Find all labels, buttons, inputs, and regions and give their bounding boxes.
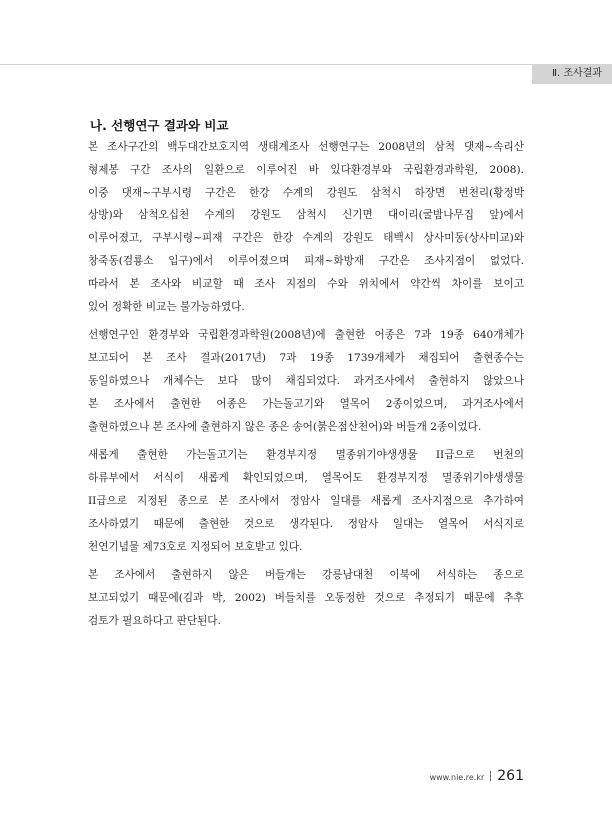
page-footer	[430, 768, 524, 784]
text-line: 새롭게 출현한 가는돌고기는 환경부지정 멸종위기야생생물 II급으로 번천의	[88, 449, 524, 462]
text-line: 조사하였기 때문에 출현한 것으로 생각된다. 정암사 일대는 열목어 서식지로	[88, 517, 524, 530]
paragraph-1	[88, 136, 524, 318]
text-line: II급으로 지정된 종으로 본 조사에서 정암사 일대를 새롭게 조사지점으로 추가하여	[88, 494, 524, 507]
paragraph-4	[88, 564, 524, 632]
body-text	[88, 136, 524, 639]
text-line: 검토가 필요하다고 판단된다.	[88, 614, 221, 627]
paragraph-3	[88, 444, 524, 558]
section-heading: 나. 선행연구 결과와 비교	[90, 118, 229, 133]
text-line: 본 조사에서 출현하지 않은 버들개는 강릉남대천 이북에 서식하는 종으로	[88, 569, 524, 582]
text-line: 본 조사구간의 백두대간보호지역 생태계조사 선행연구는 2008년의 삼척 댓재~속리산	[88, 141, 524, 153]
text-line: 본 조사에서 출현한 어종은 가는돌고기와 열목어 2종이었으며, 과거조사에서	[88, 397, 524, 410]
text-line: 보고되었기 때문에(김과 박, 2002) 버들치를 오동정한 것으로 추정되기 때문에 추후	[88, 592, 524, 605]
text-line: 출현하였으나 본 조사에 출현하지 않은 종은 송어(붉은점산천어)와 버들개 2종이었다.	[88, 420, 482, 433]
text-line: 창죽동(검룡소 입구)에서 이루어졌으며 피재~화방재 구간은 조사지점이 없었다.	[88, 254, 524, 267]
paragraph-2	[88, 324, 524, 438]
text-line: 천연기념물 제73호로 지정되어 보호받고 있다.	[88, 540, 303, 553]
text-line: 동일하였으나 개체수는 보다 많이 채집되었다. 과거조사에서 출현하지 않았으나	[88, 374, 524, 387]
footer-divider	[490, 771, 491, 781]
text-line: 따라서 본 조사와 비교할 때 조사 지점의 수와 위치에서 약간씩 차이를 보이고	[88, 277, 524, 290]
header-rule	[0, 64, 612, 65]
text-line: 하류부에서 서식이 새롭게 확인되었으며, 열목어도 환경부지정 멸종위기야생생물	[88, 472, 524, 485]
footer-site: www.nie.re.kr	[429, 773, 485, 782]
section-header-tab	[532, 64, 612, 84]
text-line: 이중 댓재~구부시령 구간은 한강 수계의 강원도 삼척시 하장면 번천리(황정박	[88, 186, 524, 199]
section-title: Ⅱ. 조사결과	[552, 68, 602, 79]
text-line: 상방)와 삼척오십천 수계의 강원도 삼척시 신기면 대이리(굴밤나무집 앞)에서	[88, 209, 524, 222]
text-line: 보고되어 본 조사 결과(2017년) 7과 19종 1739개체가 채집되어 출현종수는	[88, 352, 524, 365]
page-number: 261	[497, 768, 524, 784]
text-line: 있어 정확한 비교는 불가능하였다.	[88, 300, 245, 313]
text-line: 형제봉 구간 조사의 일환으로 이루어진 바 있다환경부와 국립환경과학원, 2008).	[88, 163, 524, 176]
text-line: 선행연구인 환경부와 국립환경과학원(2008년)에 출현한 어종은 7과 19종 640개체가	[88, 329, 524, 342]
text-line: 이루어졌고, 구부시령~피재 구간은 한강 수계의 강원도 태백시 상사미동(상사미교)와	[88, 232, 524, 245]
